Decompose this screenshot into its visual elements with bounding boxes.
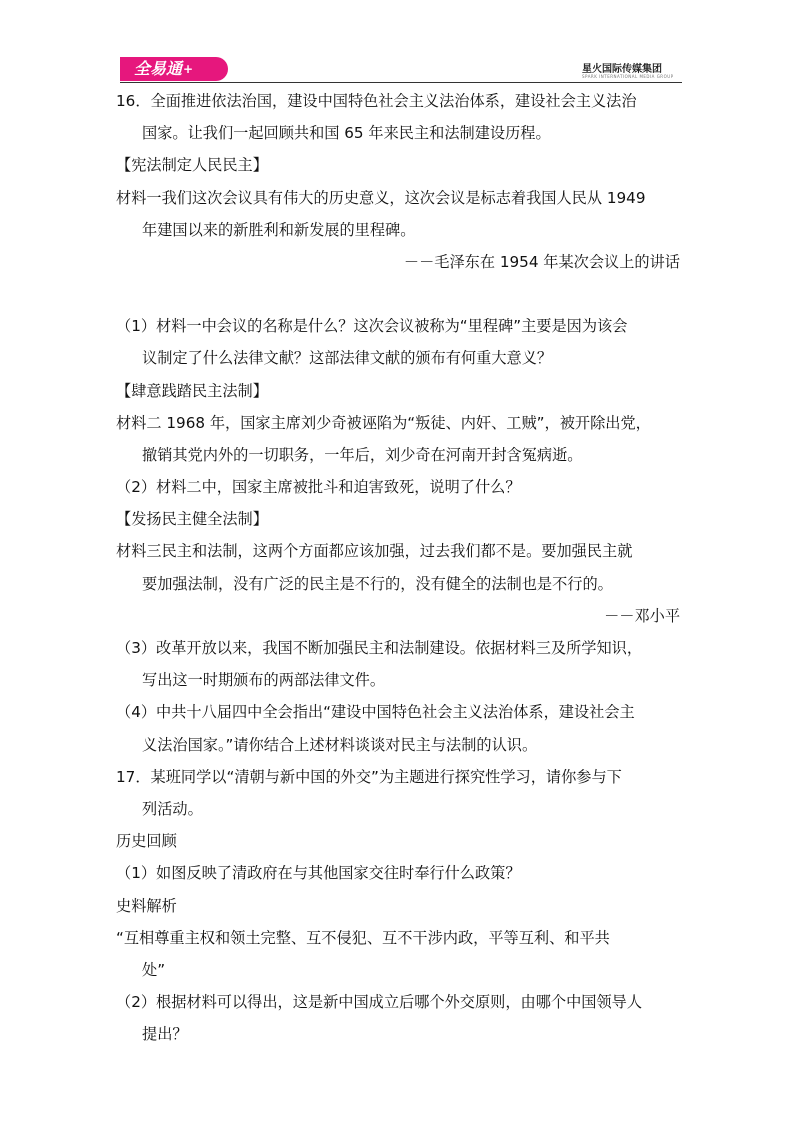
question-17-line-1: 17．某班同学以“清朝与新中国的外交”为主题进行探究性学习，请你参与下: [116, 767, 622, 786]
material-3-source: －－邓小平: [604, 606, 680, 625]
subquestion-3-line-1: （3）改革开放以来，我国不断加强民主和法制建设。依据材料三及所学知识，: [116, 639, 643, 657]
header-rule: [120, 82, 682, 83]
subquestion-4-line-2: 义法治国家。”请你结合上述材料谈谈对民主与法制的认识。: [142, 735, 538, 754]
subquestion-1-line-1: （1）材料一中会议的名称是什么？这次会议被称为“里程碑”主要是因为该会: [116, 317, 628, 336]
subquestion-2: （2）材料二中，国家主席被批斗和迫害致死，说明了什么？: [116, 478, 521, 497]
section-title-trampling: 【肆意践踏民主法制】: [116, 381, 268, 400]
question-17-subquestion-2-line-2: 提出？: [142, 1025, 188, 1044]
heading-history-review: 历史回顾: [116, 832, 177, 851]
question-16-line-1: 16．全面推进依法治国，建设中国特色社会主义法治体系，建设社会主义法治: [116, 92, 637, 110]
logo-plus: +: [183, 62, 194, 76]
material-2-line-1: 材料二 1968 年，国家主席刘少奇被诬陷为“叛徒、内奸、工贼”，被开除出党，: [116, 413, 651, 432]
quote-line-1: “互相尊重主权和领土完整、互不侵犯、互不干涉内政，平等互利、和平共: [116, 928, 610, 947]
material-1-line-2: 年建国以来的新胜利和新发展的里程碑。: [142, 220, 416, 239]
section-title-democracy: 【发扬民主健全法制】: [116, 510, 268, 529]
subquestion-1-line-2: 议制定了什么法律文献？这部法律文献的颁布有何重大意义？: [142, 349, 553, 368]
question-16-line-2: 国家。让我们一起回顾共和国 65 年来民主和法制建设历程。: [142, 124, 551, 143]
material-1-source: －－毛泽东在 1954 年某次会议上的讲话: [403, 252, 680, 271]
question-17-subquestion-2-line-1: （2）根据材料可以得出，这是新中国成立后哪个外交原则，由哪个中国领导人: [116, 993, 643, 1012]
material-3-line-1: 材料三民主和法制，这两个方面都应该加强，过去我们都不是。要加强民主就: [116, 542, 633, 561]
logo-text: 全易通: [134, 59, 183, 78]
publisher-name: 星火国际传媒集团: [582, 64, 662, 75]
brand-logo: [120, 57, 228, 81]
page-header: [0, 0, 800, 90]
subquestion-4-line-1: （4）中共十八届四中全会指出“建设中国特色社会主义法治体系，建设社会主: [116, 703, 635, 722]
heading-source-analysis: 史料解析: [116, 896, 177, 915]
material-2-line-2: 撤销其党内外的一切职务，一年后，刘少奇在河南开封含冤病逝。: [142, 445, 583, 464]
question-17-subquestion-1: （1）如图反映了清政府在与其他国家交往时奉行什么政策？: [116, 864, 521, 883]
quote-line-2: 处”: [142, 960, 166, 979]
section-title-constitution: 【宪法制定人民民主】: [116, 156, 268, 175]
material-1-line-1: 材料一我们这次会议具有伟大的历史意义，这次会议是标志着我国人民从 1949: [116, 188, 646, 207]
publisher-subtitle: SPARK INTERNATIONAL MEDIA GROUP: [582, 74, 674, 79]
question-17-line-2: 列活动。: [142, 799, 203, 818]
document-body: [116, 92, 688, 1057]
material-3-line-2: 要加强法制，没有广泛的民主是不行的，没有健全的法制也是不行的。: [142, 574, 613, 593]
subquestion-3-line-2: 写出这一时期颁布的两部法律文件。: [142, 671, 385, 690]
spacer: [116, 285, 688, 317]
